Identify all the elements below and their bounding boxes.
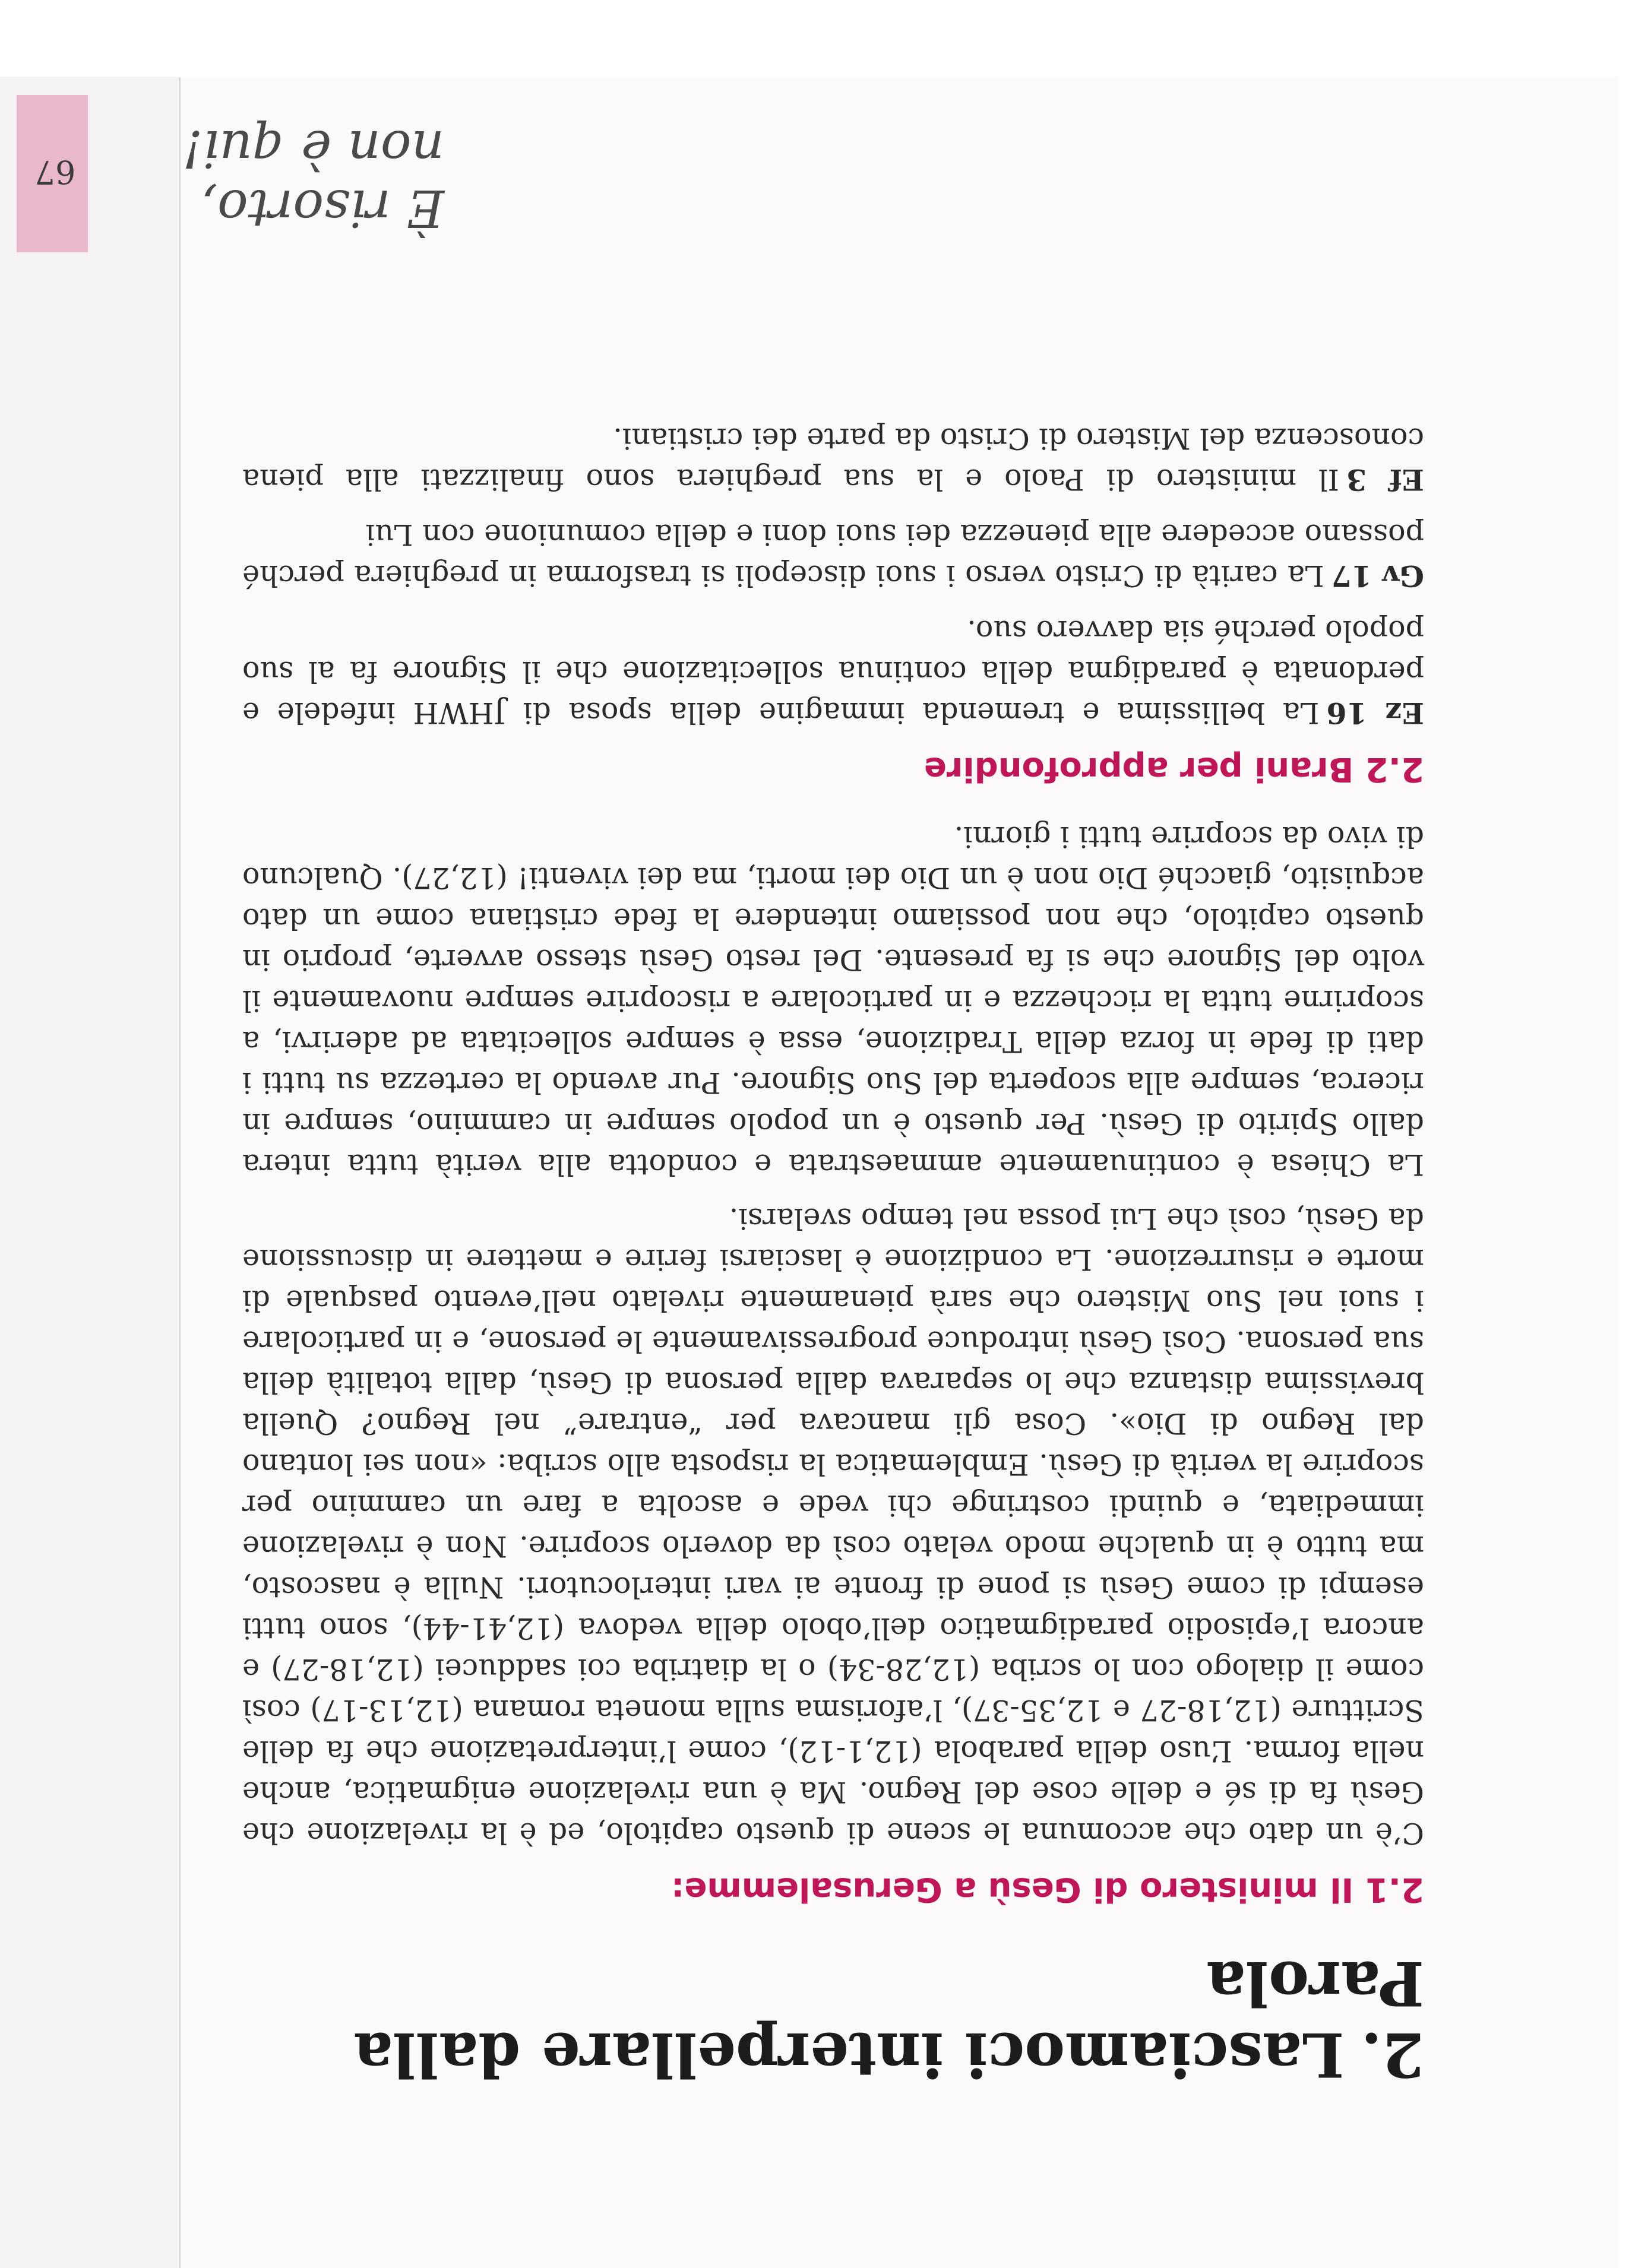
section-heading-2-2: 2.2 Brani per approfondire [923,750,1424,788]
bible-reference: Gv 17 [1331,559,1424,593]
bible-reference: Ez 16 [1326,696,1424,730]
adjacent-page-edge [0,77,181,2268]
bible-reference: Ef 3 [1346,463,1424,497]
section-heading-2-1: 2.1 Il ministero di Gesù a Gerusalemme: [670,1870,1424,1909]
reading-entry [242,418,1424,500]
page-edge-line [179,77,181,2268]
entry-text: La bellissima e tremenda immagine della sposa di JHWH infedele e perdonata è paradigma della continua sollecitazione che il Signore fa al suo popolo perché sia davvero suo. [242,614,1424,730]
paragraph: C’è un dato che accomuna le scene di questo capitolo, ed è la rivelazione che Gesù fa di sé e delle cose del Regno. Ma è una rivelazione enigmatica, anche nella forma. L’uso della parabola (12,1-12), come l’interpretazione che fa delle Scritture (12,18-27 e 12,35-37), l’aforisma sulla moneta romana (12,13-17) così come il dialogo con lo scriba (12,28-34) o la diatriba coi sadducei (12,18-27) e ancora l’episodio paradigmatico dell’obolo della vedova (12,41-44), sono tutti esempi di come Gesù si pone di fronte ai vari interlocutori. Nulla è nascosto, ma tutto è in qualche modo velato così da doverlo scoprire. Non è rivelazione immediata, e quindi costringe chi vede e ascolta a fare un cammino per scoprire la verità di Gesù. Emblematica la risposta allo scriba: «non sei lontano dal Regno di Dio». Cosa gli mancava per “entrare” nel Regno? Quella brevissima distanza che lo separava dalla persona di Gesù, dalla totalità della sua persona. Così Gesù introduce progressivamente le persone, e in particolare i suoi nel Suo Mistero che sarà pienamente rivelato nell’evento pasquale di morte e risurrezione. La condizione è lasciarsi ferire e mettere in discussione da Gesù, così che Lui possa nel tempo svelarsi. [242,1202,1424,1850]
chapter-title [242,1947,1424,2090]
main-text [242,404,1424,2090]
paragraph: La Chiesa è continuamente ammaestrata e condotta alla verità tutta intera dallo Spirito di Gesù. Per questo è un popolo sempre in cammino, sempre in ricerca, sempre alla scoperta del Suo Signore. Pur avendo la certezza su tutti i dati di fede in forza della Tradizione, essa è sempre sollecitata ad aderirvi, a scoprirne tutta la ricchezza e in particolare a riscoprire sempre nuovamente il volto del Signore che si fa presente. Del resto Gesù stesso avverte, proprio in questo capitolo, che non possiamo intendere la fede cristiana come un dato acquisito, giacché Dio non è un Dio dei morti, ma dei viventi! (12,27). Qualcuno di vivo da scoprire tutti i giorni. [242,820,1424,1181]
entry-text: La carità di Cristo verso i suoi discepoli si trasforma in preghiera perché possano accedere alla pienezza dei suoi doni e della comunione con Lui [242,518,1424,593]
page-number: 67 [34,153,76,191]
scanner-margin [0,0,1632,77]
reading-entry [242,610,1424,733]
chapter-title-text: Lasciamoci interpellare dalla Parola [353,1947,1424,2090]
reading-entry [242,514,1424,596]
running-head: È risorto, non è qui! [182,119,444,237]
chapter-number: 2. [1361,2019,1424,2090]
entry-text: Il ministero di Paolo e la sua preghiera sono finalizzati alla piena conoscenza del Mistero di Cristo da parte dei cristiani. [242,422,1424,496]
